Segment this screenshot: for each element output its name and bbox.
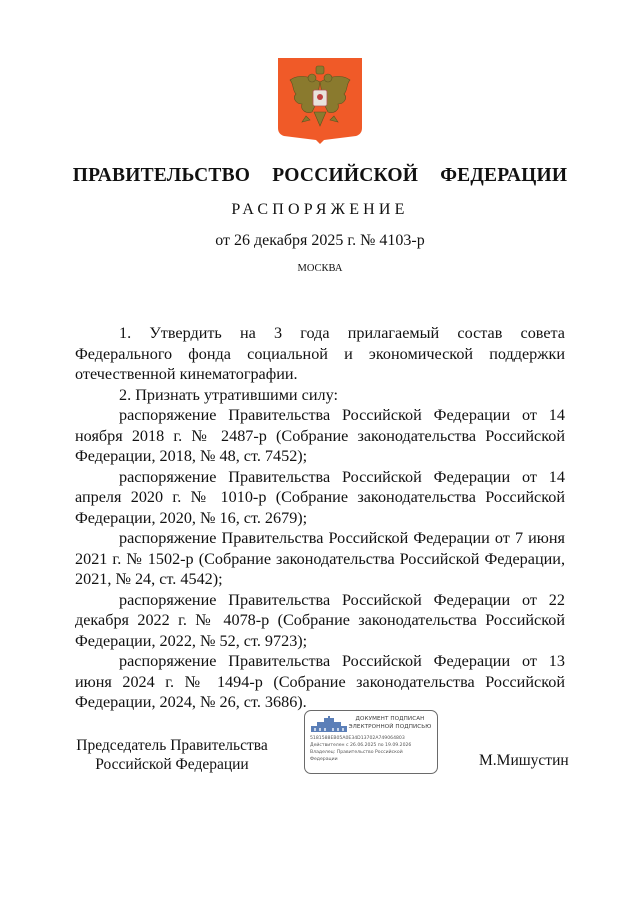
russian-coat-of-arms-icon <box>276 56 364 144</box>
stamp-title-line2: ЭЛЕКТРОННОЙ ПОДПИСЬЮ <box>348 724 432 730</box>
repealed-order-2021: распоряжение Правительства Российской Федерации от 7 июня 2021 г. № 1502-р (Собрание законодательства Российской Федерации, 2021, № 24, ст. 4542); <box>75 529 565 588</box>
repealed-order-2018: распоряжение Правительства Российской Федерации от 14 ноября 2018 г. № 2487-р (Собрание законодательства Российской Федерации, 2018, № 48, ст. 7452); <box>75 406 565 465</box>
document-body <box>75 323 565 713</box>
paragraph-approve: 1. Утвердить на 3 года прилагаемый состав совета Федерального фонда социальной и экономической поддержки отечественной кинематографии. <box>75 324 565 383</box>
document-city: МОСКВА <box>297 263 343 274</box>
electronic-signature-stamp <box>304 710 438 774</box>
stamp-details <box>310 735 436 763</box>
signer-name: М.Мишустин <box>479 752 569 769</box>
stamp-certificate: 5181588EB05A0E34D13702A749064803 <box>310 736 405 741</box>
stamp-validity: Действителен с 26.06.2025 по 19.09.2026 <box>310 743 412 748</box>
document-date-number: от 26 декабря 2025 г. № 4103-р <box>215 232 425 249</box>
paragraph-repeal: 2. Признать утратившими силу: <box>119 385 338 404</box>
stamp-owner-line1: Владелец: Правительство Российской <box>310 750 403 755</box>
government-building-icon <box>311 716 347 732</box>
stamp-owner-line2: Федерации <box>310 757 338 762</box>
signer-position-line1: Председатель Правительства <box>76 737 268 754</box>
signer-position-line2: Российской Федерации <box>95 756 249 773</box>
document-type: РАСПОРЯЖЕНИЕ <box>231 201 409 218</box>
repealed-order-2024: распоряжение Правительства Российской Федерации от 13 июня 2024 г. № 1494-р (Собрание законодательства Российской Федерации, 2024, № 26, ст. 3686). <box>75 652 565 711</box>
signer-position <box>72 736 272 774</box>
repealed-order-2022: распоряжение Правительства Российской Федерации от 22 декабря 2022 г. № 4078-р (Собрание законодательства Российской Федерации, 2022, № 52, ст. 9723); <box>75 590 565 650</box>
stamp-title <box>343 715 437 731</box>
authority-title: ПРАВИТЕЛЬСТВО РОССИЙСКОЙ ФЕДЕРАЦИИ <box>72 165 568 186</box>
stamp-title-line1: ДОКУМЕНТ ПОДПИСАН <box>355 716 425 722</box>
repealed-order-2020: распоряжение Правительства Российской Федерации от 14 апреля 2020 г. № 1010-р (Собрание законодательства Российской Федерации, 2020, № 16, ст. 2679); <box>75 467 565 527</box>
